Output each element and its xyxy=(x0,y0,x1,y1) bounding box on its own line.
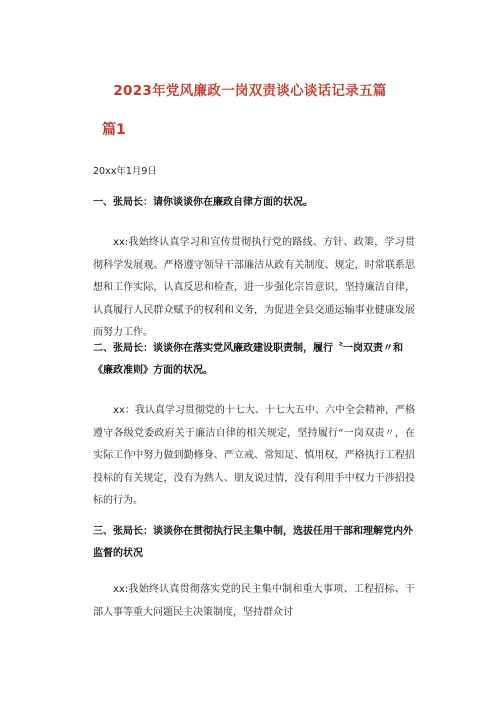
record-date: 20xx年1月9日 xyxy=(93,166,157,177)
section-heading: 篇1 xyxy=(102,122,126,138)
answer-3: xx:我始终认真贯彻落实党的民主集中制和重大事项、工程招标、干部人事等重大问题民主决策制度，坚持群众讨 xyxy=(93,584,415,618)
answer-1: xx:我始终认真学习和宣传贯彻执行党的路线、方针、政策，学习贯彻科学发展观。严格遵守领导干部廉洁从政有关制度、规定，时常联系思想和工作实际，认真反思和检查，进一步强化宗旨意识，坚持廉洁自律，认真履行人民群众赋予的权利和义务，为促进全县交通运输事业健康发展而努力工作。 xyxy=(93,237,415,338)
answer-2: xx：我认真学习贯彻党的十七大、十七大五中、六中全会精神，严格遵守各级党委政府关于廉洁自律的相关规定，坚持履行“一岗双责〃，在实际工作中努力做到勤修身、严立戒、常知足、慎用权，严格执行工程招投标的有关规定，没有为熟人、朋友说过情，没有利用手中权力干涉招投标的行为。 xyxy=(93,405,415,506)
question-1: 一、张局长：请你谈谈你在廉政自律方面的状况。 xyxy=(93,197,313,208)
question-2: 二、张局长：谈谈你在落实党风廉政建设职责制，履行〝一岗双责〃和《廉政准则》方面的状况。 xyxy=(93,343,403,376)
question-3: 三、张局长：谈谈你在贯彻执行民主集中制，选拔任用干部和理解党内外监督的状况 xyxy=(93,526,413,559)
document-title: 2023年党风廉政一岗双责谈心谈话记录五篇 xyxy=(113,83,387,99)
